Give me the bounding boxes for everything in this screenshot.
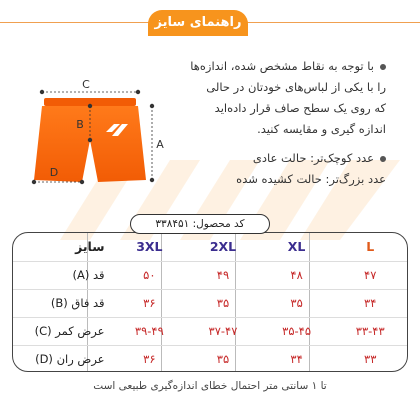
size-xl-header: XL bbox=[287, 239, 306, 254]
measurement-notes bbox=[136, 56, 386, 190]
cell-value: ۳۳ bbox=[364, 352, 377, 366]
cell-value: ۳۶ bbox=[143, 352, 156, 366]
cell-value: ۳۴ bbox=[364, 296, 377, 310]
page-title: راهنمای سایز bbox=[148, 10, 248, 36]
cell-value: ۳۵ bbox=[216, 296, 230, 310]
table-row bbox=[13, 261, 407, 289]
cell-value: ۳۶ bbox=[143, 296, 156, 310]
note-line: را با یکی از لباس‌های خودتان در حالی bbox=[206, 80, 386, 94]
cell-value: ۳۴ bbox=[290, 352, 303, 366]
bullet-icon bbox=[380, 64, 386, 70]
cell-value: ۴۸ bbox=[290, 268, 303, 282]
size-label-header: سایز bbox=[75, 239, 105, 254]
row-label: عرض ران (D) bbox=[35, 352, 105, 366]
table-row bbox=[13, 317, 407, 345]
size-l-header: L bbox=[366, 239, 375, 254]
dimension-b-label: B bbox=[76, 118, 84, 131]
bullet-icon bbox=[380, 156, 386, 162]
cell-value: ۳۳-۴۳ bbox=[355, 324, 385, 338]
table-row bbox=[13, 289, 407, 317]
row-label: قد (A) bbox=[72, 268, 105, 282]
cell-value: ۳۹-۴۹ bbox=[134, 324, 164, 338]
table-row bbox=[13, 345, 407, 372]
cell-value: ۳۷-۴۷ bbox=[208, 324, 238, 338]
cell-value: ۴۹ bbox=[216, 268, 230, 282]
dimension-a-label: A bbox=[156, 138, 164, 151]
table-header-row bbox=[13, 233, 407, 261]
product-code: کد محصول: ۳۳۸۴۵۱ bbox=[130, 214, 270, 234]
note-line: اندازه گیری و مقایسه کنید. bbox=[257, 122, 386, 136]
row-label: عرض کمر (C) bbox=[34, 324, 105, 338]
footnote: تا ۱ سانتی متر احتمال خطای اندازه‌گیری طبیعی است bbox=[93, 380, 327, 392]
size-table bbox=[12, 232, 408, 372]
cell-value: ۳۵-۴۵ bbox=[282, 324, 312, 338]
cell-value: ۵۰ bbox=[143, 268, 156, 282]
cell-value: ۴۷ bbox=[364, 268, 377, 282]
cell-value: ۳۵ bbox=[290, 296, 303, 310]
size-2xl-header: 2XL bbox=[209, 239, 237, 254]
row-label: قد فاق (B) bbox=[50, 296, 105, 310]
note-small-number: عدد کوچک‌تر: حالت عادی bbox=[136, 148, 386, 169]
note-line: که روی یک سطح صاف قرار داده‌اید bbox=[214, 101, 386, 115]
note-big-number: عدد بزرگ‌تر: حالت کشیده شده bbox=[236, 172, 386, 186]
dimension-c-label: C bbox=[82, 78, 90, 91]
cell-value: ۳۵ bbox=[216, 352, 230, 366]
size-3xl-header: 3XL bbox=[136, 239, 163, 254]
note-line: با توجه به نقاط مشخص شده، اندازه‌ها bbox=[136, 56, 386, 77]
dimension-d-label: D bbox=[49, 166, 59, 179]
